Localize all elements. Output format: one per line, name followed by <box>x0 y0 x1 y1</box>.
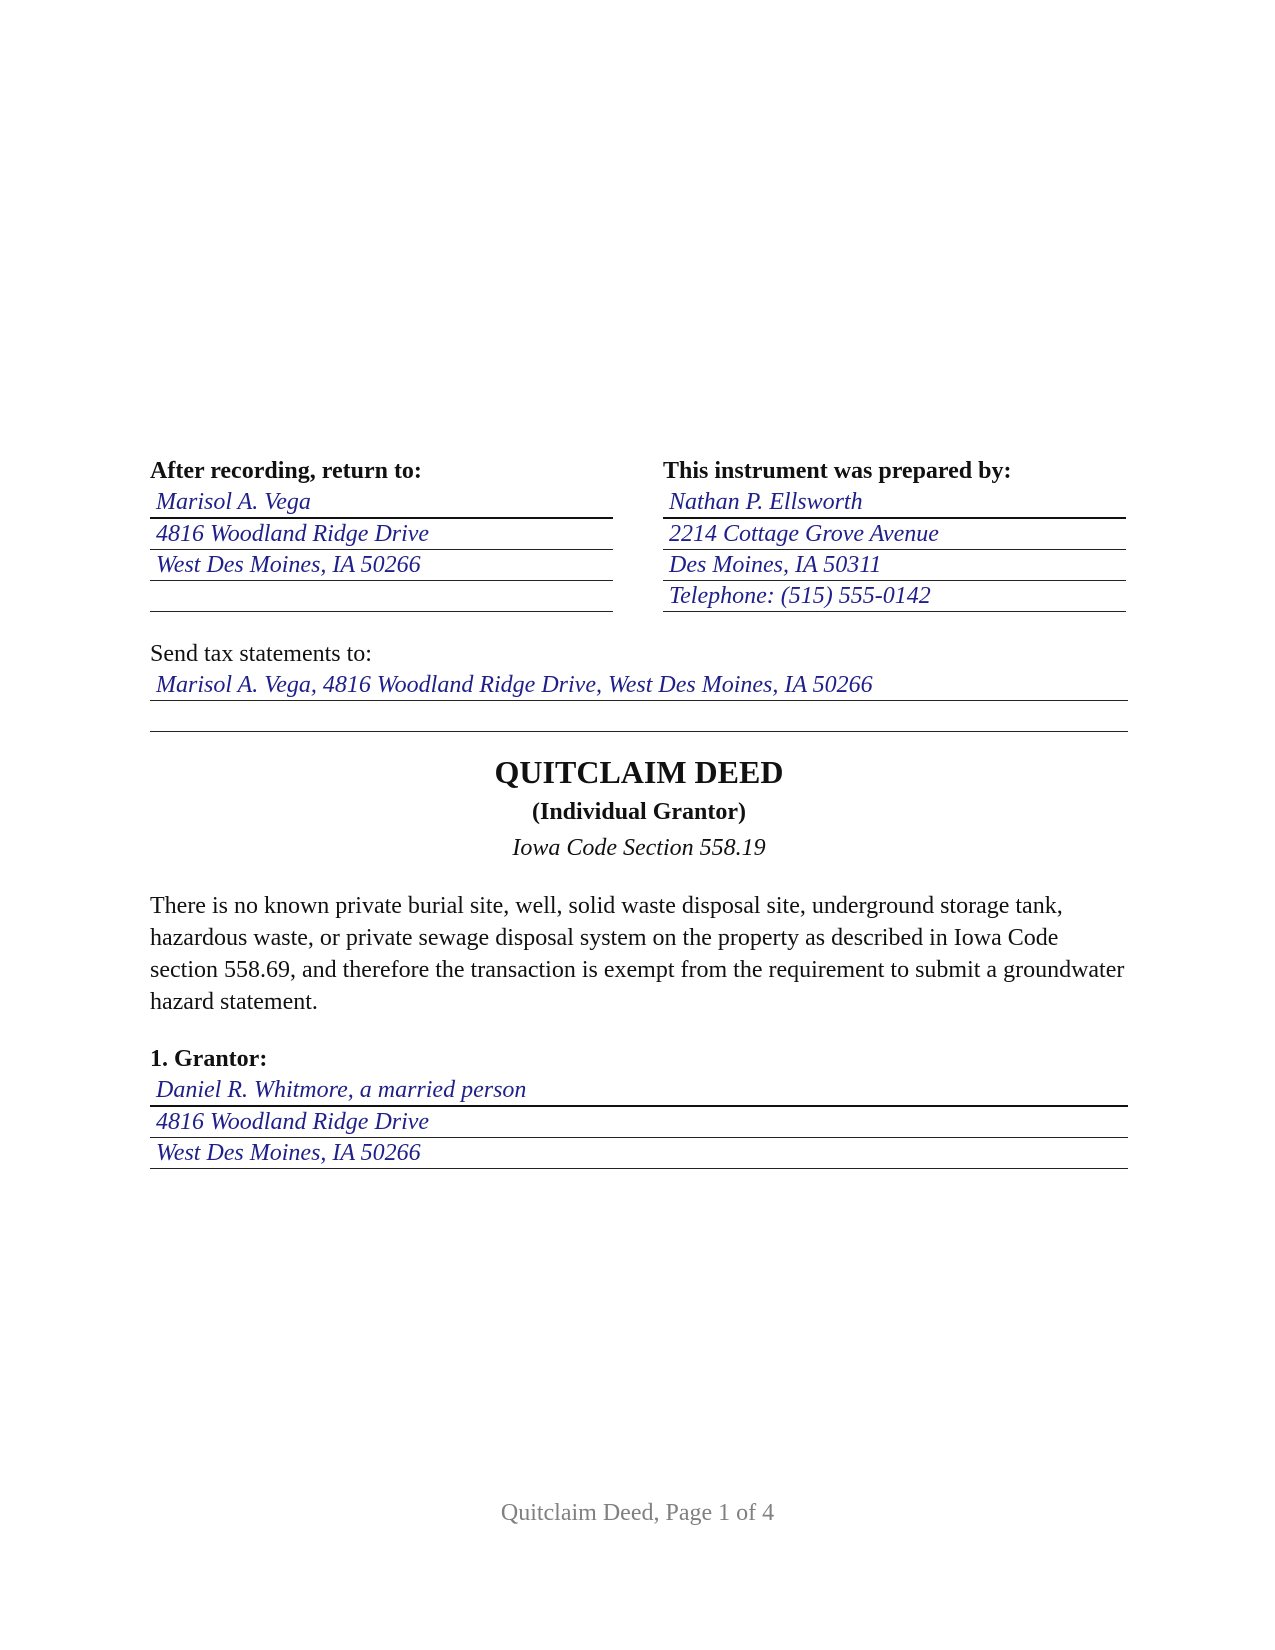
prepared-by-city-line[interactable]: Des Moines, IA 50311 <box>663 550 1126 581</box>
prepared-by-phone-line[interactable]: Telephone: (515) 555-0142 <box>663 581 1126 612</box>
tax-statements-extra-line[interactable] <box>150 701 1128 732</box>
document-subtitle: (Individual Grantor) <box>531 799 747 825</box>
return-to-name-line[interactable]: Marisol A. Vega <box>150 487 613 519</box>
prepared-by-heading: This instrument was prepared by: <box>663 458 1012 484</box>
prepared-by-street-line[interactable]: 2214 Cottage Grove Avenue <box>663 519 1126 550</box>
tax-statements-block <box>150 638 1128 732</box>
grantor-street-line[interactable]: 4816 Woodland Ridge Drive <box>150 1107 1128 1138</box>
page-footer: Quitclaim Deed, Page 1 of 4 <box>500 1500 775 1526</box>
return-to-heading: After recording, return to: <box>150 458 422 484</box>
tax-statements-address-line[interactable]: Marisol A. Vega, 4816 Woodland Ridge Drive, West Des Moines, IA 50266 <box>150 670 1128 701</box>
return-to-street-line[interactable]: 4816 Woodland Ridge Drive <box>150 519 613 550</box>
return-to-extra-line[interactable] <box>150 581 613 612</box>
document-title: QUITCLAIM DEED <box>494 754 784 790</box>
grantor-city-line[interactable]: West Des Moines, IA 50266 <box>150 1138 1128 1169</box>
statute-reference: Iowa Code Section 558.19 <box>512 835 766 861</box>
grantor-section <box>150 1043 1128 1169</box>
return-to-city-line[interactable]: West Des Moines, IA 50266 <box>150 550 613 581</box>
groundwater-hazard-statement: There is no known private burial site, well, solid waste disposal site, underground storage tank, hazardous waste, or private sewage disposal system on the property as described in Iowa Code section 558.69, and therefore the transaction is exempt from the requirement to submit a groundwater hazard statement. <box>150 893 1125 1015</box>
grantor-heading: 1. Grantor: <box>150 1046 268 1072</box>
deed-title-block <box>150 752 1128 864</box>
prepared-by-name-line[interactable]: Nathan P. Ellsworth <box>663 487 1126 519</box>
tax-statements-label: Send tax statements to: <box>150 641 372 667</box>
return-to-block <box>150 455 613 612</box>
grantor-name-line[interactable]: Daniel R. Whitmore, a married person <box>150 1075 1128 1107</box>
prepared-by-block <box>663 455 1126 612</box>
